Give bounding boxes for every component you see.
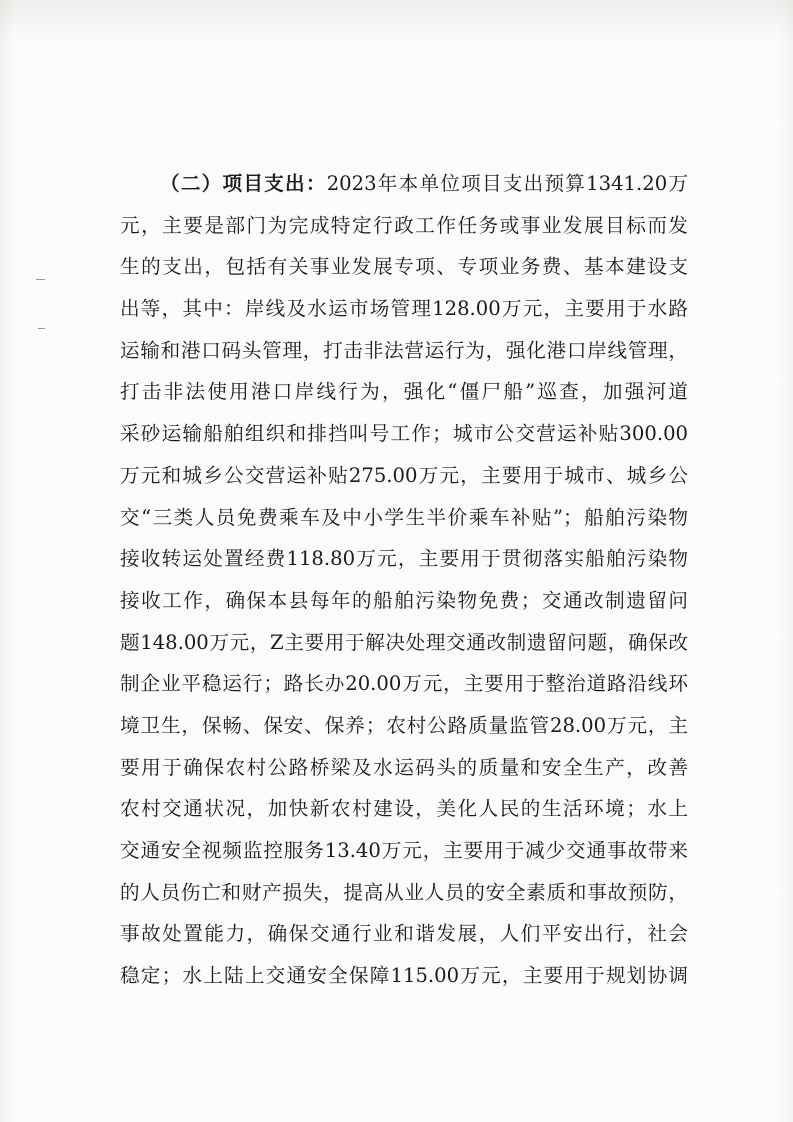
scan-mark xyxy=(36,279,45,280)
text-line: 农村交通状况，加快新农村建设，美化人民的生活环境；水上 xyxy=(120,797,688,821)
text-line: 接收转运处置经费118.80万元，主要用于贯彻落实船舶污染物 xyxy=(120,547,688,571)
text-line: 事故处置能力，确保交通行业和谐发展，人们平安出行，社会 xyxy=(120,922,688,946)
text-line: 采砂运输船舶组织和排挡叫号工作；城市公交营运补贴300.00 xyxy=(120,422,688,446)
text-line: 境卫生，保畅、保安、保养；农村公路质量监管28.00万元，主 xyxy=(120,713,688,737)
text-line: 出等，其中：岸线及水运市场管理128.00万元，主要用于水路 xyxy=(120,297,688,321)
body-paragraph xyxy=(120,163,688,997)
text-line: 交“三类人员免费乘车及中小学生半价乘车补贴”；船舶污染物 xyxy=(120,505,688,529)
scan-mark xyxy=(38,328,45,329)
text-line: 打击非法使用港口岸线行为，强化“僵尸船”巡查，加强河道 xyxy=(120,380,688,404)
text-line: 接收工作，确保本县每年的船舶污染物免费；交通改制遗留问 xyxy=(120,588,688,612)
text-line: 万元和城乡公交营运补贴275.00万元，主要用于城市、城乡公 xyxy=(120,463,688,487)
text-line: 制企业平稳运行；路长办20.00万元，主要用于整治道路沿线环 xyxy=(120,672,688,696)
text-line: 生的支出，包括有关事业发展专项、专项业务费、基本建设支 xyxy=(120,255,688,279)
text-line: 运输和港口码头管理，打击非法营运行为，强化港口岸线管理， xyxy=(120,338,688,362)
scan-shadow xyxy=(0,0,793,40)
text-line xyxy=(120,163,688,205)
text-line: 题148.00万元，Z主要用于解决处理交通改制遗留问题，确保改 xyxy=(120,630,688,654)
text-line: 要用于确保农村公路桥梁及水运码头的质量和安全生产，改善 xyxy=(120,755,688,779)
text-line-content: 2023年本单位项目支出预算1341.20万 xyxy=(326,172,689,195)
text-line: 元，主要是部门为完成特定行政工作任务或事业发展目标而发 xyxy=(120,213,688,237)
text-line: 交通安全视频监控服务13.40万元，主要用于减少交通事故带来 xyxy=(120,839,688,862)
text-line: 的人员伤亡和财产损失，提高从业人员的安全素质和事故预防， xyxy=(120,880,688,904)
section-heading: （二）项目支出： xyxy=(160,172,327,195)
text-line: 稳定；水上陆上交通安全保障115.00万元，主要用于规划协调 xyxy=(120,964,688,988)
